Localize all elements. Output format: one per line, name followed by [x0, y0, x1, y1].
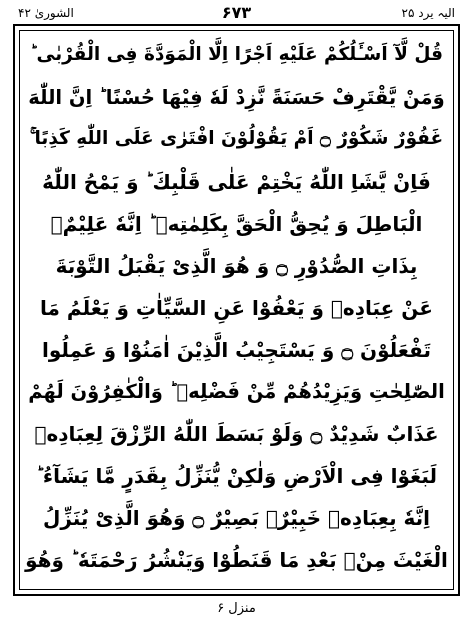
text-line-13: [22, 540, 451, 579]
line-text: قُلْ لَّآ اَسْـَٔلُکُمْ عَلَیْهِ اَجْرًا اِلَّا الْمَوَدَّةَ فِی الْقُرْبٰی ؕ: [30, 44, 443, 66]
line-text: وَمَنْ یَّقْتَرِفْ حَسَنَةً نَّزِدْ لَهٗ فِیْهَا حُسْنًا ؕ اِنَّ اللّٰهَ: [28, 85, 445, 109]
line-text: بِذَاتِ الصُّدُوْرِ ۝ وَ هُوَ الَّذِیْ یَقْبَلُ التَّوْبَةَ: [55, 253, 418, 278]
text-line-11: [22, 456, 451, 495]
line-text: عَنْ عِبَادِهٖ وَ یَعْفُوْا عَنِ السَّیِّاٰتِ وَ یَعْلَمُ مَا: [40, 295, 433, 320]
juz-name: الیہ یرد ۲۵: [401, 6, 455, 20]
line-text: فَاِنْ یَّشَاِ اللّٰهُ یَخْتِمْ عَلٰی قَلْبِكَ ؕ وَ یَمْحُ اللّٰهُ: [42, 169, 431, 194]
page-header: [18, 4, 455, 24]
line-text: الصّٰلِحٰتِ وَیَزِیْدُهُمْ مِّنْ فَضْلِهٖ ؕ وَالْكٰفِرُوْنَ لَهُمْ: [28, 379, 445, 403]
text-line-12: [22, 498, 451, 537]
line-text: اِنَّهٗ بِعِبَادِهٖ خَبِیْرٌۢ بَصِیْرٌ ۝ وَهُوَ الَّذِیْ یُنَزِّلُ: [42, 505, 431, 530]
line-text: لَبَغَوْا فِی الْاَرْضِ وَلٰكِنْ یُّنَزِّلُ بِقَدَرٍ مَّا یَشَآءُ ؕ: [35, 463, 438, 488]
verse-text-block: [22, 34, 451, 586]
text-line-5: [22, 204, 451, 243]
line-text: الْغَیْثَ مِنْۢ بَعْدِ مَا قَنَطُوْا وَیَنْشُرُ رَحْمَتَهٗ ؕ وَهُوَ: [25, 547, 448, 572]
surah-name: الشوریٰ ۴۲: [18, 6, 74, 20]
text-line-8: [22, 330, 451, 369]
line-text: تَفْعَلُوْنَ ۝ وَ یَسْتَجِیْبُ الَّذِیْنَ اٰمَنُوْا وَ عَمِلُوا: [42, 337, 431, 362]
line-text: غَفُوْرٌ شَكُوْرٌ ۝ اَمْ یَقُوْلُوْنَ افْتَرٰی عَلَی اللّٰهِ كَذِبًا ۚ: [29, 128, 444, 150]
text-line-1: [22, 36, 451, 75]
manzil-marker: منزل ۶: [217, 601, 256, 616]
text-line-2: [22, 78, 451, 117]
page-number: ۶۷۳: [221, 3, 252, 22]
line-text: عَذَابٌ شَدِیْدٌ ۝ وَلَوْ بَسَطَ اللّٰهُ الرِّزْقَ لِعِبَادِهٖ: [34, 421, 439, 446]
line-text: الْبَاطِلَ وَ یُحِقُّ الْحَقَّ بِكَلِمٰتِهٖ ؕ اِنَّهٗ عَلِیْمٌۢ: [50, 211, 423, 236]
text-line-6: [22, 246, 451, 285]
text-line-4: [22, 162, 451, 201]
text-line-7: [22, 288, 451, 327]
text-line-10: [22, 414, 451, 453]
text-line-9: [22, 372, 451, 411]
text-line-3: [22, 120, 451, 159]
